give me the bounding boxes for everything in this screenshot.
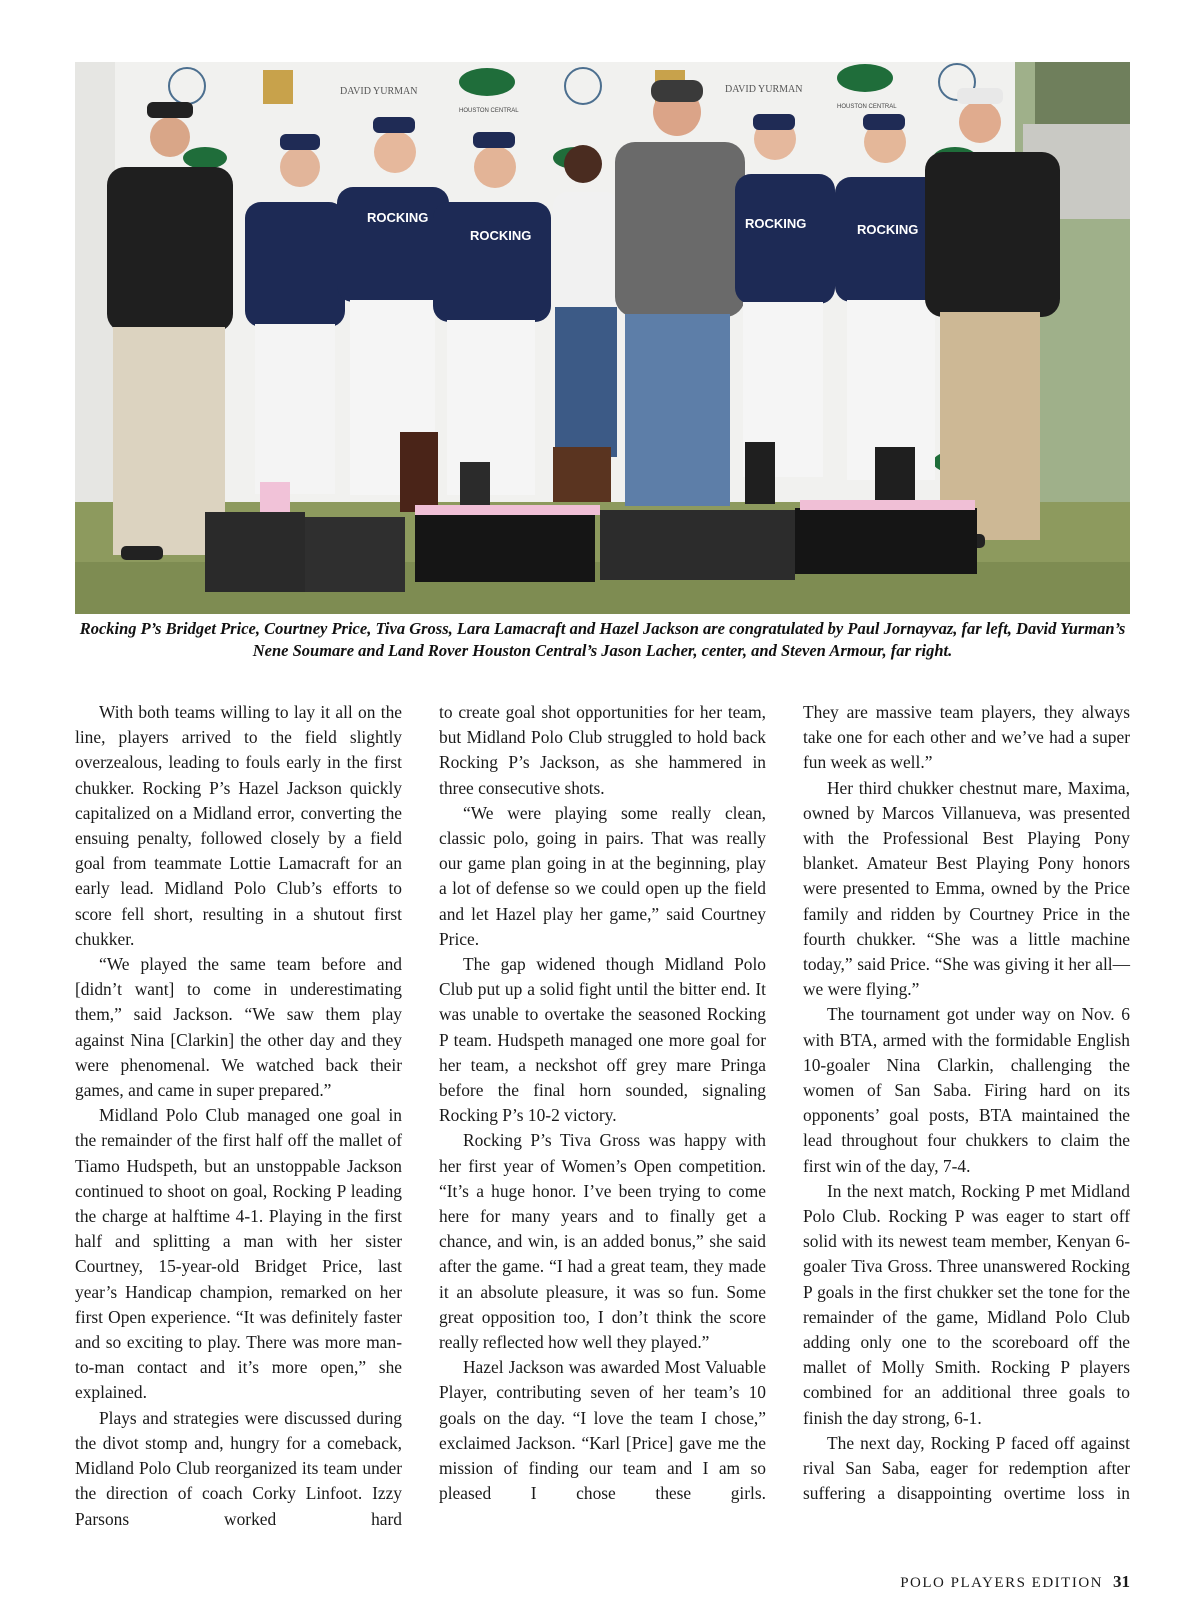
backdrop-logo-text: HOUSTON CENTRAL: [459, 108, 519, 114]
jason-lacher: [615, 80, 745, 506]
article-column-2: [439, 700, 766, 1535]
article-column-3: [803, 700, 1130, 1535]
paragraph: “We played the same team before and [didn’t want] to come in underestimating them,” said Jackson. “We saw them play against Nina [Clarkin] the other day and they were phenomenal. We watched back their games, and came in super prepared.”: [75, 954, 402, 1101]
backdrop-logo-text: HOUSTON CENTRAL: [837, 104, 897, 110]
person-far-left: [107, 102, 233, 560]
backdrop-logo-text: DAVID YURMAN: [725, 84, 803, 95]
article-body: [75, 700, 1130, 1535]
paragraph: The tournament got under way on Nov. 6 with BTA, armed with the formidable English 10-goaler Nina Clarkin, challenging the women of San Saba. Firing hard on its opponents’ goal posts, BTA maintained the lead throughout four chukkers to claim the first win of the day, 7-4.: [803, 1004, 1130, 1176]
jersey-text: ROCKING: [857, 222, 919, 237]
paragraph: The next day, Rocking P faced off against rival San Saba, eager for redemption after suffering a disappointing overtime loss in: [803, 1432, 1130, 1504]
paragraph: Hazel Jackson was awarded Most Valuable Player, contributing seven of her team’s 10 goals on the day. “I love the team I chose,” exclaimed Jackson. “Karl [Price] gave me the mission of finding our team and I am so pleased I chose these girls.: [439, 1357, 766, 1504]
paragraph: Midland Polo Club managed one goal in the remainder of the first half off the mallet of Tiamo Hudspeth, but an unstoppable Jackson continued to shoot on goal, Rocking P leading the charge at halftime 4-1. Playing in the first half and splitting a man with her sister Courtney, 15-year-old Bridget Price, last year’s Handicap champion, remarked on her first Open experience. “It was definitely faster and so exciting to play. There was more man-to-man contact and it’s more open,” she explained.: [75, 1105, 402, 1403]
steven-armour: [925, 88, 1060, 548]
paragraph: “We were playing some really clean, classic polo, going in pairs. That was really our game plan going in at the beginning, play a lot of defense so we could open up the field and let Hazel play her game,” said Courtney Price.: [439, 802, 766, 949]
paragraph: Her third chukker chestnut mare, Maxima, owned by Marcos Villanueva, was presented with the Professional Best Playing Pony blanket. Amateur Best Playing Pony honors were presented to Emma, owned by the Price family and ridden by Courtney Price in the fourth chukker. “She was a little machine today,” said Price. “She was giving it her all—we were flying.”: [803, 777, 1130, 1000]
paragraph: Rocking P’s Tiva Gross was happy with her first year of Women’s Open competition. “It’s a huge honor. I’ve been trying to come here for many years and to finally get a chance, and win, is an added bonus,” she said after the game. “I had a great team, they made it an absolute pleasure, it was so fun. Some great opposition too, I don’t think the score really reflected how well they played.”: [439, 1130, 766, 1353]
page-number: 31: [1113, 1572, 1130, 1591]
jersey-text: ROCKING: [470, 228, 532, 243]
jersey-text: ROCKING: [745, 216, 807, 231]
page-footer: [900, 1572, 1130, 1592]
paragraph: to create goal shot opportunities for her team, but Midland Polo Club struggled to hold back Rocking P’s Jackson, as she hammered in three consecutive shots.: [439, 702, 766, 798]
article-photo: [75, 62, 1130, 614]
paragraph: With both teams willing to lay it all on the line, players arrived to the field slightly overzealous, leading to fouls early in the first chukker. Rocking P’s Hazel Jackson quickly capitalized on a Midland error, converting the ensuing penalty, followed closely by a field goal from teammate Lottie Lamacraft for an early lead. Midland Polo Club’s efforts to score fell short, resulting in a shutout first chukker.: [75, 702, 402, 949]
backdrop-logo-text: DAVID YURMAN: [340, 86, 418, 97]
group-photo-illustration: [75, 62, 1130, 614]
jersey-text: ROCKING: [367, 210, 429, 225]
nene-soumare: [553, 145, 619, 502]
paragraph: Plays and strategies were discussed during the divot stomp and, hungry for a comeback, Midland Polo Club reorganized its team under the direction of coach Corky Linfoot. Izzy Parsons worked hard: [75, 1407, 402, 1529]
paragraph: They are massive team players, they always take one for each other and we’ve had a super fun week as well.”: [803, 702, 1130, 773]
photo-caption: Rocking P’s Bridget Price, Courtney Price, Tiva Gross, Lara Lamacraft and Hazel Jackson are congratulated by Paul Jornayvaz, far left, David Yurman’s Nene Soumare and Land Rover Houston Central’s Jason Lacher, center, and Steven Armour, far right.: [79, 619, 1126, 660]
article-column-1: [75, 700, 402, 1535]
paragraph: In the next match, Rocking P met Midland Polo Club. Rocking P was eager to start off solid with its newest team member, Kenyan 6-goaler Tiva Gross. Three unanswered Rocking P goals in the first chukker set the tone for the remainder of the game, Midland Polo Club adding only one to the scoreboard off the mallet of Molly Smith. Rocking P players combined for an additional three goals to finish the day strong, 6-1.: [803, 1180, 1130, 1428]
publication-name: POLO PLAYERS EDITION: [900, 1575, 1103, 1591]
paragraph: The gap widened though Midland Polo Club put up a solid fight until the bitter end. It was unable to overtake the seasoned Rocking P team. Hudspeth managed one more goal for her team, a neckshot off grey mare Pringa before the final horn sounded, signaling Rocking P’s 10-2 victory.: [439, 954, 766, 1126]
